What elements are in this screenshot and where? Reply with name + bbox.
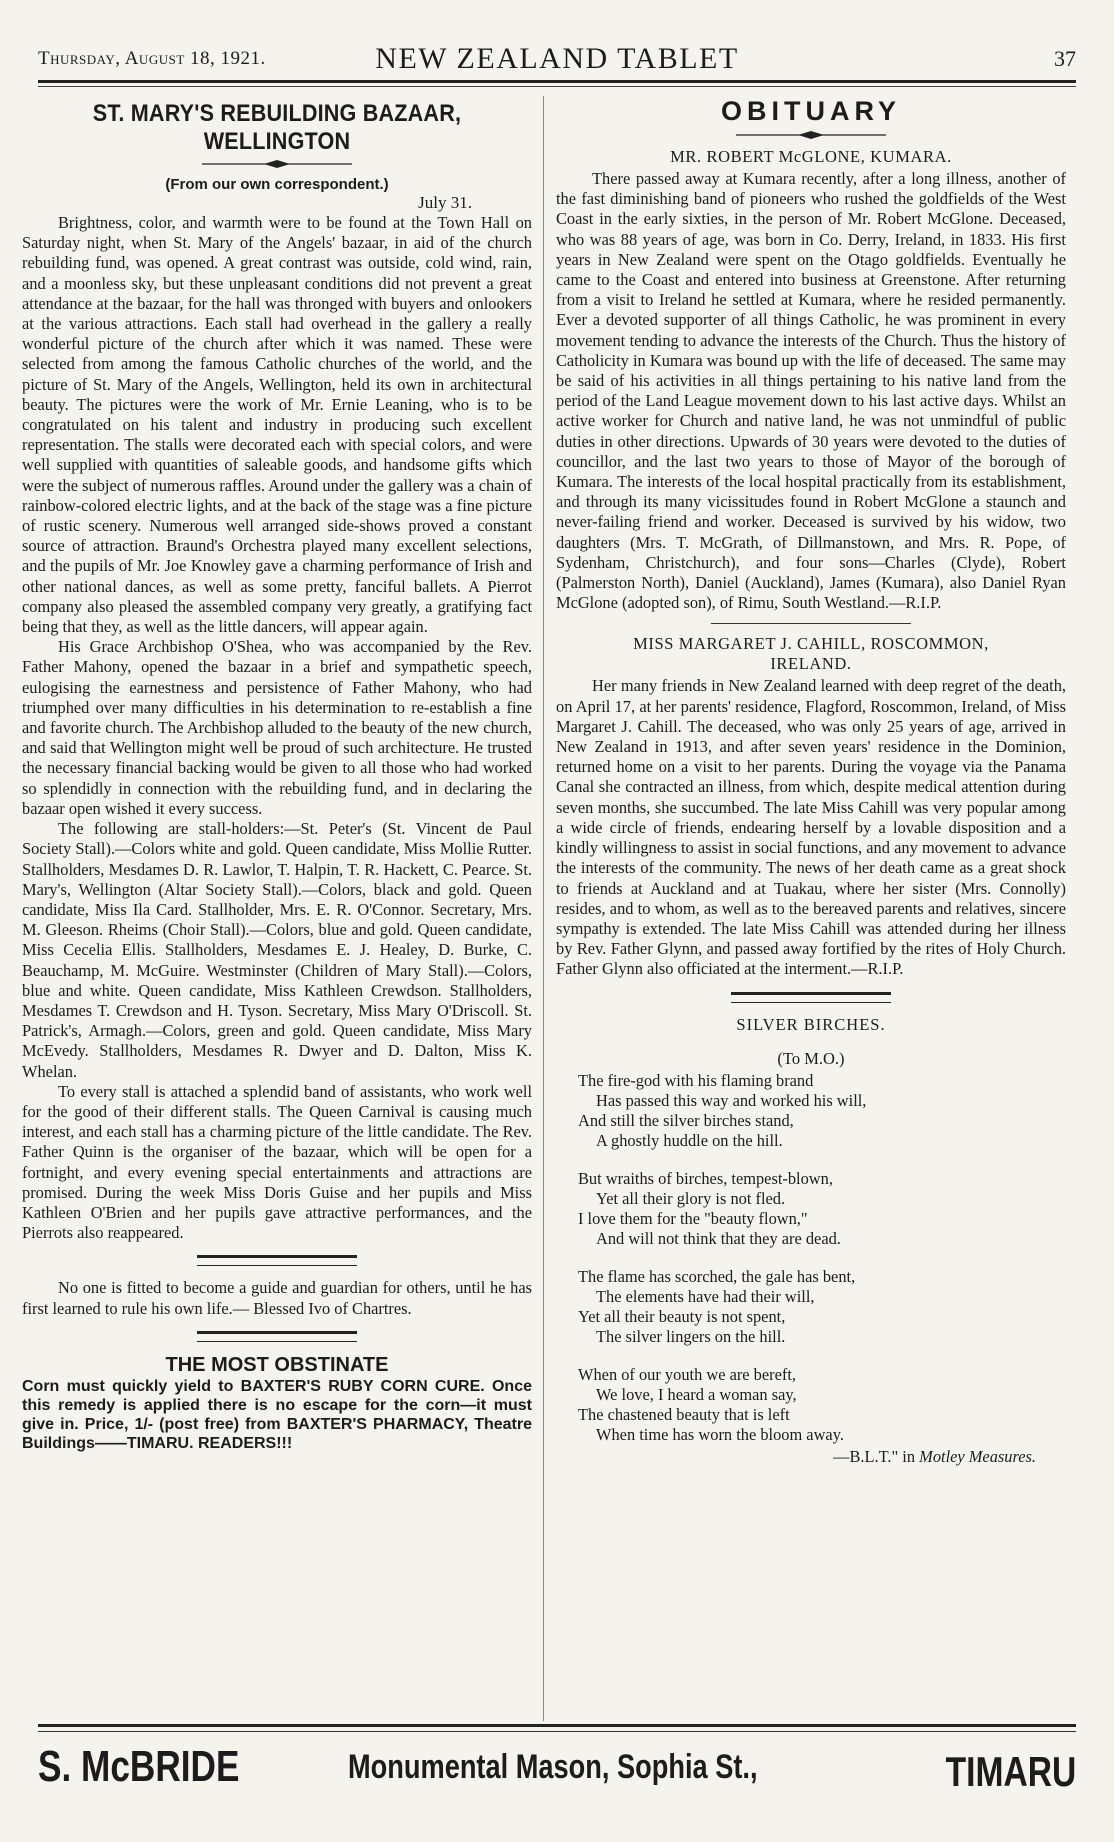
poem-line: The flame has scorched, the gale has bent, <box>578 1266 856 1286</box>
cahill-title-place: IRELAND. <box>770 654 852 674</box>
left-column <box>22 96 532 1453</box>
section-divider <box>731 992 891 1003</box>
advert-body: Corn must quickly yield to BAXTER'S RUBY CORN CURE. Once this remedy is applied there is no escape for the corn—it must give in. Price, 1/- (post free) from BAXTER'S PHARMACY, Theatre Buildings——TIMARU. READERS!!! <box>22 1377 532 1452</box>
poem-line: When time has worn the bloom away. <box>596 1424 844 1444</box>
poem-stanza <box>578 1365 1066 1445</box>
ornament-rule-icon <box>202 160 352 168</box>
footer-rule-thin <box>38 1731 1076 1732</box>
poem-stanza <box>578 1169 1066 1249</box>
poem-line: Yet all their glory is not fled. <box>596 1188 786 1208</box>
poem-line: The silver lingers on the hill. <box>596 1326 786 1346</box>
mcglone-text: There passed away at Kumara recently, after a long illness, another of the fast diminishing band of pioneers who rushed the goldfields of the West Coast in the early sixties, in the person of Mr. Robert McGlone. Deceased, who was 88 years of age, was born in Co. Derry, Ireland, in 1833. His first years in New Zealand were spent on the Otago goldfields. Eventually he came to the Coast and entered into business at Greenstone. After returning from a visit to Ireland he settled at Kumara, where he resided permanently. Ever a devoted supporter of all things Catholic, he was prominent in every movement tending to advance the interests of the Church. Thus the history of Catholicity in Kumara was bound up with the life of deceased. The same may be said of his activities in all things pertaining to his native land from the period of the Land League movement down to his last active days. Whilst an active worker for Church and native land, he was not unmindful of public duties in other directions. Upwards of 30 years were devoted to the duties of councillor, and the last two years to those of Mayor of the borough of Kumara. The interests of the local hospital practically from its establishment, and through its many vicissitudes found in Robert McGlone a staunch and never-failing friend and worker. Deceased is survived by his widow, two daughters (Mrs. T. McGrath, of Dillmanstown, and Mrs. R. Pope, of Sydenham, Christchurch), and four sons—Charles (Clyde), Robert (Palmerston North), Daniel (Auckland), James (Kumara), also Daniel Ryan McGlone (adopted son), of Rimu, South Westland.—R.I.P. <box>556 169 1066 613</box>
poem-body <box>578 1071 1066 1445</box>
footer-rule <box>38 1724 1076 1727</box>
section-divider <box>711 623 911 624</box>
poem-line: The elements have had their will, <box>596 1286 815 1306</box>
poem-line: Yet all their beauty is not spent, <box>578 1306 786 1326</box>
poem-title: SILVER BIRCHES. <box>736 1014 886 1034</box>
header-rule <box>38 80 1076 83</box>
section-divider <box>197 1331 357 1342</box>
footer-town: TIMARU <box>945 1748 1076 1795</box>
poem-credit-author: —B.L.T." in <box>833 1446 916 1466</box>
poem-line: A ghostly huddle on the hill. <box>596 1130 783 1150</box>
poem-line: But wraiths of birches, tempest-blown, <box>578 1168 833 1188</box>
obituary-headline: OBITUARY <box>721 96 901 126</box>
poem-line: We love, I heard a woman say, <box>596 1384 797 1404</box>
footer-trade: Monumental Mason, Sophia St., <box>348 1748 758 1786</box>
bazaar-paragraph: His Grace Archbishop O'Shea, who was accompanied by the Rev. Father Mahony, opened the bazaar in a brief and sympathetic speech, eulogising the earnestness and persistence of Father Mahony, who had triumphed over many difficulties in his determination to re-establish a fine and favorite church. The Archbishop alluded to the beauty of the new church, and said that Wellington might well be proud of such architecture. He trusted the necessary financial backing would be given to all those who had worked so splendidly in connection with the rebuilding fund, and in declaring the bazaar open wished it every success. <box>22 637 532 818</box>
poem-dedication: (To M.O.) <box>777 1048 845 1068</box>
bazaar-paragraph: The following are stall-holders:—St. Peter's (St. Vincent de Paul Society Stall).—Colors white and gold. Queen candidate, Miss Mollie Rutter. Stallholders, Mesdames D. R. Lawlor, T. Halpin, T. R. Hackett, C. Pearce. St. Mary's, Wellington (Altar Society Stall).—Colors, black and gold. Queen candidate, Miss Ila Card. Stallholder, Mrs. E. R. O'Connor. Secretary, Mrs. M. Gleeson. Rheims (Choir Stall).—Colors, blue and gold. Queen candidate, Miss Cecelia Ellis. Stallholders, Mesdames E. J. Healey, D. Burke, C. Beauchamp, M. McGuire. Westminster (Children of Mary Stall).—Colors, blue and white. Queen candidate, Miss Kathleen Crewdson. Stallholders, Mesdames T. Crewdson and H. Tyson. Secretary, Miss Mary O'Driscoll. St. Patrick's, Armagh.—Colors, green and gold. Queen candidate, Miss Mary McEvedy. Stallholders, Mesdames R. Dwyer and D. Dalton, Miss K. Whelan. <box>22 819 532 1081</box>
cahill-title: MISS MARGARET J. CAHILL, ROSCOMMON, <box>633 634 989 654</box>
poem-line: And still the silver birches stand, <box>578 1110 794 1130</box>
bazaar-byline: (From our own correspondent.) <box>165 176 389 193</box>
poem-line: When of our youth we are bereft, <box>578 1364 796 1384</box>
poem-line: The chastened beauty that is left <box>578 1404 790 1424</box>
ornament-rule-icon <box>736 131 886 139</box>
poem-line: The fire-god with his flaming brand <box>578 1070 814 1090</box>
poem-credit <box>556 1447 1036 1467</box>
poem-line: And will not think that they are dead. <box>596 1228 841 1248</box>
mcglone-title: MR. ROBERT McGLONE, KUMARA. <box>670 147 952 166</box>
right-column <box>556 96 1066 1467</box>
poem-credit-source: Motley Measures. <box>919 1446 1036 1466</box>
footer-name: S. McBRIDE <box>38 1742 240 1791</box>
bazaar-dateline: July 31. <box>418 193 472 212</box>
poem-line: I love them for the "beauty flown," <box>578 1208 808 1228</box>
cahill-text: Her many friends in New Zealand learned with deep regret of the death, on April 17, at her parents' residence, Flagford, Roscommon, Ireland, of Miss Margaret J. Cahill. The deceased, who was only 25 years of age, arrived in New Zealand in 1913, and after seven years' residence in the Dominion, returned home on a visit to her parents. During the voyage via the Panama Canal she contracted an illness, from which, despite medical attention during seven months, she succumbed. The late Miss Cahill was very popular among a wide circle of friends, endearing herself by a lovable disposition and a kindly willingness to assist in social functions, and any movement to advance the interests of the community. The news of her death came as a great shock to friends at Auckland and at Tuakau, where her sister (Mrs. Connolly) resides, and to whom, as well as to the bereaved parents and relatives, sincere sympathy is extended. The late Miss Cahill was attended during her illness by Rev. Father Glynn, and passed away fortified by the rites of Holy Church. Father Glynn also officiated at the interment.—R.I.P. <box>556 676 1066 979</box>
section-divider <box>197 1255 357 1266</box>
column-separator <box>543 96 544 1721</box>
bazaar-headline: ST. MARY'S REBUILDING BAZAAR, WELLINGTON <box>92 100 462 155</box>
header-rule-thin <box>38 86 1076 87</box>
bazaar-paragraph: To every stall is attached a splendid band of assistants, who work well for the good of their different stalls. The Queen Carnival is causing much interest, and each stall has a charming picture of the little candidate. The Rev. Father Quinn is the organiser of the bazaar, which will be open for a fortnight, and every evening special entertainments and attractions are promised. During the week Miss Doris Guise and her pupils and Miss Kathleen O'Brien and her pupils gave attractive performances, and the Pierrots also reappeared. <box>22 1081 532 1243</box>
bazaar-paragraph: Brightness, color, and warmth were to be found at the Town Hall on Saturday night, when St. Mary of the Angels' bazaar, in aid of the church rebuilding fund, was opened. A great contrast was outside, cold wind, rain, and a moonless sky, but these unpleasant conditions did not prevent a great attendance at the bazaar, for the hall was thronged with buyers and onlookers at the various attractions. Each stall had overhead in the gallery a really wonderful picture of the church after which it was named. These were selected from among the famous Catholic churches of the world, and the picture of St. Mary of the Angels, Wellington, held its own in architectural beauty. The pictures were the work of Mr. Ernie Leaning, who is to be congratulated on his talent and industry in producing such excellent representation. The stalls were decorated each with special colors, and were well supplied with quantities of saleable goods, and handsome gifts which were the subject of numerous raffles. Around under the gallery was a chain of rainbow-colored electric lights, and at the back of the stage was a fine picture of rustic scenery. Numerous well arranged side-shows proved a constant source of attraction. Braund's Orchestra played many excellent selections, and the pupils of Mr. Joe Knowley gave a charming performance of Irish and other national dances, as well as some pretty, fanciful ballets. A Pierrot company also pleased the assembled company very greatly, a gratifying fact being that they, as well as the little dancers, will appear again. <box>22 213 532 637</box>
advert-headline: THE MOST OBSTINATE <box>165 1353 389 1376</box>
footer-advert <box>38 1736 1076 1806</box>
page-number: 37 <box>1054 46 1076 71</box>
poem-line: Has passed this way and worked his will, <box>596 1090 867 1110</box>
issue-date: Thursday, August 18, 1921. <box>38 48 266 69</box>
ivo-quote: No one is fitted to become a guide and guardian for others, until he has first learned to rule his own life.— Blessed Ivo of Chartres. <box>22 1278 532 1318</box>
poem-stanza <box>578 1071 1066 1151</box>
publication-title: NEW ZEALAND TABLET <box>375 42 739 75</box>
poem-stanza <box>578 1267 1066 1347</box>
page-header <box>38 38 1076 78</box>
